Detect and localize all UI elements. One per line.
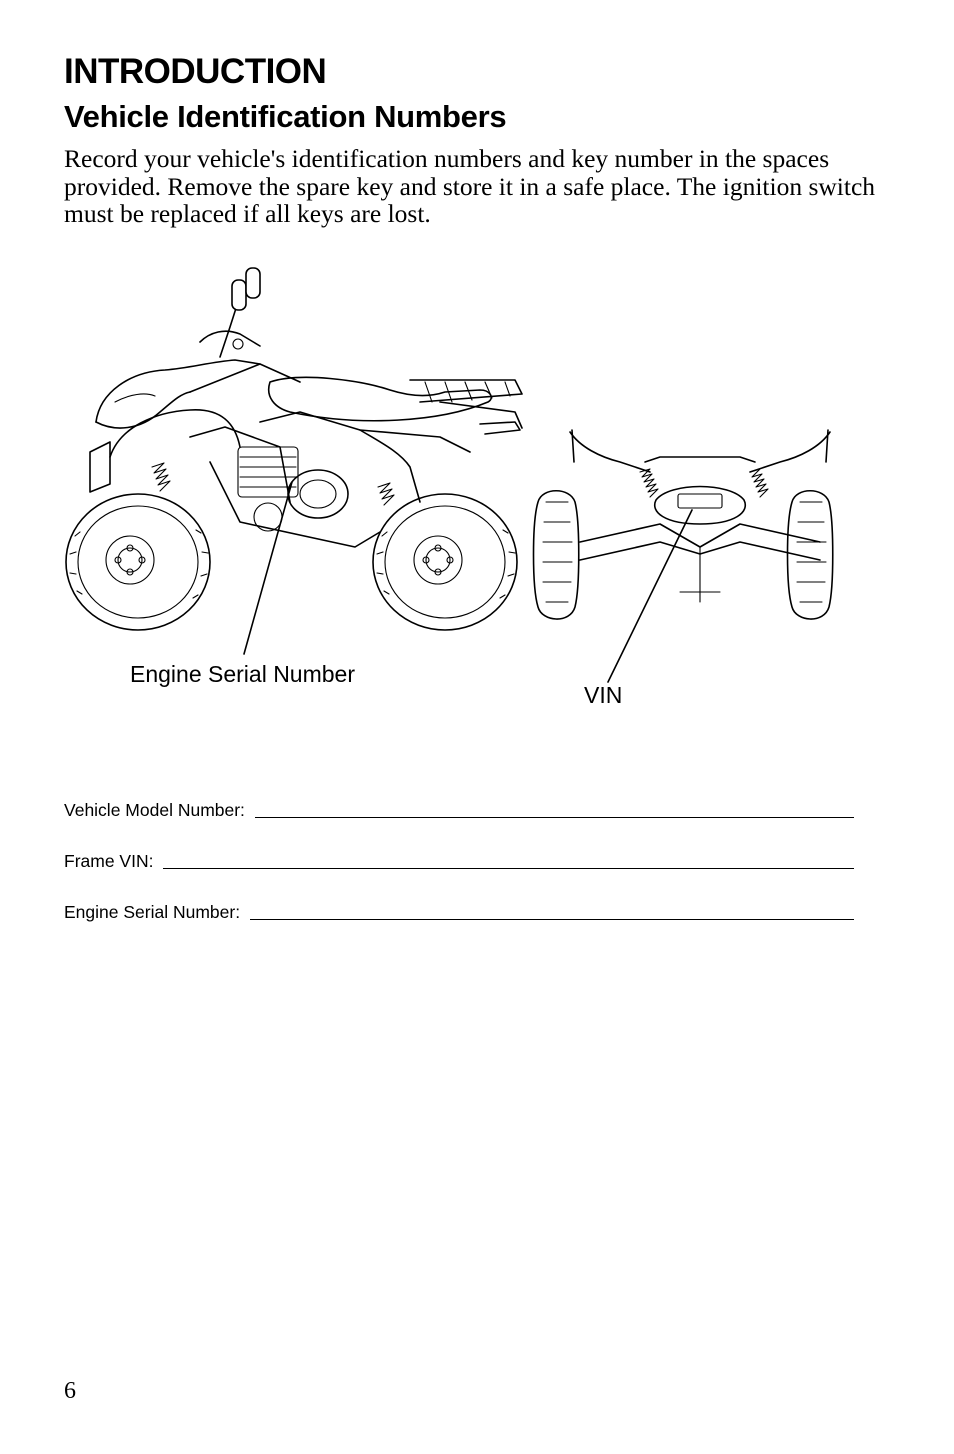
vin-callout: VIN <box>584 682 623 708</box>
subsection-title: Vehicle Identification Numbers <box>64 99 507 134</box>
page-number: 6 <box>64 1378 76 1404</box>
atv-identification-illustration <box>60 262 870 722</box>
intro-paragraph: Record your vehicle's identification numbers and key number in the spaces provided. Remove the spare key and store it in a safe place. The ignition switch must be replaced if all keys are lost. <box>64 144 876 228</box>
vehicle-model-number-field[interactable] <box>64 800 854 821</box>
vehicle-model-number-blank[interactable] <box>255 816 854 818</box>
engine-serial-leader-line <box>244 482 292 654</box>
section-title: INTRODUCTION <box>64 52 327 91</box>
vin-leader-line <box>608 510 692 682</box>
frame-vin-label: Frame VIN: <box>64 851 154 871</box>
vehicle-model-number-label: Vehicle Model Number: <box>64 800 245 820</box>
frame-vin-field[interactable] <box>64 851 854 872</box>
engine-serial-number-callout: Engine Serial Number <box>130 661 356 687</box>
atv-rear-view <box>534 430 833 619</box>
atv-side-view <box>66 268 522 630</box>
frame-vin-blank[interactable] <box>163 867 854 869</box>
engine-serial-number-blank[interactable] <box>250 918 854 920</box>
engine-serial-number-field[interactable] <box>64 902 854 923</box>
engine-serial-number-label: Engine Serial Number: <box>64 902 241 922</box>
